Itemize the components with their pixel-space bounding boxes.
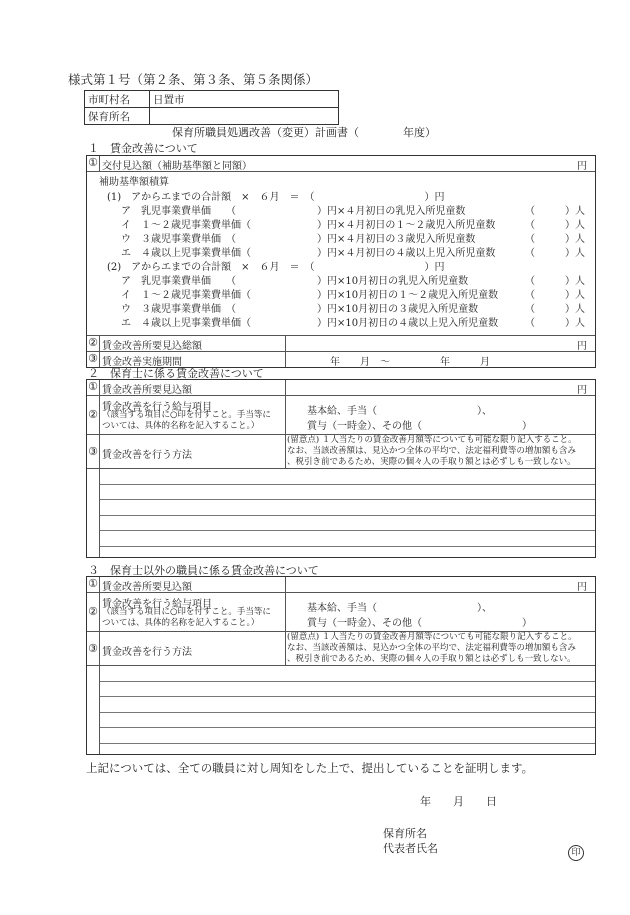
- s3-r2-num: ②: [87, 593, 100, 631]
- s3-note1: (留意点) １人当たりの賃金改善月額等についても可能な限り記入すること。: [287, 632, 577, 642]
- s3-r1-label: 賃金改善所要見込額: [102, 582, 192, 593]
- s1-g1-d-left: エ ４歳以上児事業費単価（: [121, 248, 251, 259]
- s1-g2-a-right: （ ）人: [525, 276, 585, 287]
- city-label: 市町村名: [85, 91, 150, 108]
- s3-r3-label: 賃金改善を行う方法: [102, 647, 192, 658]
- s1-g1-c-left: ウ ３歳児事業費単価 （: [121, 234, 236, 245]
- section2-heading: ２ 保育士に係る賃金改善について: [88, 367, 264, 380]
- s1-r3-num: ③: [87, 352, 100, 367]
- form-number-title: 様式第１号（第２条、第３条、第５条関係）: [68, 72, 319, 87]
- section2-table: [86, 379, 596, 558]
- s3-r2-sub2: ついては、具体的名称を記入すること。）: [102, 618, 260, 628]
- seal-stamp-icon: [568, 840, 584, 861]
- sign-rep-label: 代表者氏名: [383, 842, 438, 855]
- s3-row-method: [87, 632, 595, 666]
- s1-g2-d-mid: ）円×10月初日の４歳以上児入所児童数: [317, 318, 499, 329]
- s3-r2-line1: 基本給、手当（ ）、: [307, 603, 492, 614]
- s2-note3: 、税引き前であるため、実際の個々人の手取り額とは必ずしも一致しない。: [287, 457, 576, 467]
- s2-r2-line1: 基本給、手当（ ）、: [307, 406, 492, 417]
- s2-r3-label: 賃金改善を行う方法: [102, 450, 192, 461]
- s3-r2-label: 賃金改善を行う給与項目: [102, 599, 212, 610]
- s1-g1-a-left: ア 乳児事業費単価 （: [121, 206, 236, 217]
- s1-r3-label: 賃金改善実施期間: [102, 357, 182, 368]
- s1-g1-c-right: （ ）人: [525, 234, 585, 245]
- s3-method-lines: [99, 666, 595, 754]
- s1-g1-b-right: （ ）人: [525, 220, 585, 231]
- s1-r3-value: 年 月 ～ 年 月: [330, 357, 490, 368]
- facility-value: [150, 108, 339, 125]
- s1-group2-head: (2) アからエまでの合計額 × ６月 ＝ （ ）円: [107, 262, 445, 273]
- s1-g1-b-left: イ １～２歳児事業費単価（: [121, 220, 251, 231]
- s3-row-amount: [87, 577, 595, 593]
- s3-r1-yen: 円: [577, 582, 587, 593]
- s2-note2: なお、当該改善額は、見込かつ全体の平均で、法定福利費等の増加額も含み: [287, 446, 576, 456]
- seal-stamp-char: 印: [568, 845, 584, 861]
- sign-facility-label: 保育所名: [383, 827, 427, 840]
- s1-r2-num: ②: [87, 336, 100, 351]
- s3-r2-sub1: （該当する項目に○印を付すこと。手当等に: [102, 607, 271, 617]
- s2-row-amount: [87, 380, 595, 396]
- s3-note3: 、税引き前であるため、実際の個々人の手取り額とは必ずしも一致しない。: [287, 654, 576, 664]
- certification-text: 上記については、全ての職員に対し周知をした上で、提出していることを証明します。: [86, 761, 534, 775]
- s3-note2: なお、当該改善額は、見込かつ全体の平均で、法定福利費等の増加額も含み: [287, 643, 576, 653]
- date-line: 年 月 日: [420, 795, 497, 808]
- s2-row-method: [87, 435, 595, 469]
- s1-r1-yen: 円: [577, 161, 587, 172]
- s1-g1-b-mid: ）円×４月初日の１～２歳児入所児童数: [317, 220, 496, 231]
- s1-g1-a-mid: ）円×４月初日の乳児入所児童数: [317, 206, 466, 217]
- s3-r1-num: ①: [87, 577, 100, 592]
- s2-row-items: [87, 396, 595, 435]
- s2-r3-num: ③: [87, 435, 100, 468]
- s2-r1-yen: 円: [577, 385, 587, 396]
- s1-g2-d-left: エ ４歳以上児事業費単価（: [121, 318, 251, 329]
- s2-method-lines: [99, 469, 595, 557]
- s2-r2-line2: 賞与（一時金）、その他（ ）: [307, 421, 532, 432]
- s1-r1-label: 交付見込額（補助基準額と同額）: [102, 161, 252, 172]
- s1-row-grant: [87, 156, 595, 172]
- s1-group1-head: (1) アからエまでの合計額 × ６月 ＝ （ ）円: [107, 192, 445, 203]
- s3-r3-num: ③: [87, 632, 100, 665]
- city-value: 日置市: [150, 91, 339, 108]
- s1-g2-c-left: ウ ３歳児事業費単価 （: [121, 304, 236, 315]
- s2-r2-sub2: ついては、具体的名称を記入すること。）: [102, 421, 260, 431]
- s1-basis-label: 補助基準額積算: [99, 177, 169, 188]
- s2-r2-sub1: （該当する項目に○印を付すこと。手当等に: [102, 410, 271, 420]
- s1-g2-a-left: ア 乳児事業費単価 （: [121, 276, 236, 287]
- s3-r2-line2: 賞与（一時金）、その他（ ）: [307, 618, 532, 629]
- s1-g2-b-right: （ ）人: [525, 290, 585, 301]
- s1-g1-d-mid: ）円×４月初日の４歳以上児入所児童数: [317, 248, 496, 259]
- s2-r2-label: 賃金改善を行う給与項目: [102, 402, 212, 413]
- s2-r1-label: 賃金改善所要見込額: [102, 385, 192, 396]
- s1-g1-c-mid: ）円×４月初日の３歳児入所児童数: [317, 234, 476, 245]
- s1-r2-label: 賃金改善所要見込総額: [102, 341, 202, 352]
- municipality-table: [84, 90, 339, 125]
- section1-table: [86, 155, 596, 368]
- facility-label: 保育所名: [85, 108, 150, 125]
- s1-g2-d-right: （ ）人: [525, 318, 585, 329]
- s3-row-items: [87, 593, 595, 632]
- section3-heading: ３ 保育士以外の職員に係る賃金改善について: [88, 564, 319, 577]
- s1-r1-num: ①: [87, 156, 100, 171]
- s1-r2-yen: 円: [577, 341, 587, 352]
- s1-g2-b-mid: ）円×10月初日の１～２歳児入所児童数: [317, 290, 499, 301]
- document-title: 保育所職員処遇改善（変更）計画書（ 年度）: [172, 126, 436, 139]
- s1-row-total: [87, 336, 595, 352]
- s1-g2-c-mid: ）円×10月初日の３歳児入所児童数: [317, 304, 479, 315]
- s1-g1-a-right: （ ）人: [525, 206, 585, 217]
- section1-heading: １ 賃金改善について: [88, 142, 198, 155]
- s1-g2-b-left: イ １～２歳児事業費単価（: [121, 290, 251, 301]
- s1-g2-c-right: （ ）人: [525, 304, 585, 315]
- s2-r2-num: ②: [87, 396, 100, 434]
- s1-row-basis: [87, 172, 595, 336]
- s1-g2-a-mid: ）円×10月初日の乳児入所児童数: [317, 276, 469, 287]
- s2-r1-num: ①: [87, 380, 100, 395]
- s2-note1: (留意点) １人当たりの賃金改善月額等についても可能な限り記入すること。: [287, 435, 577, 445]
- section3-table: [86, 576, 596, 755]
- s1-g1-d-right: （ ）人: [525, 248, 585, 259]
